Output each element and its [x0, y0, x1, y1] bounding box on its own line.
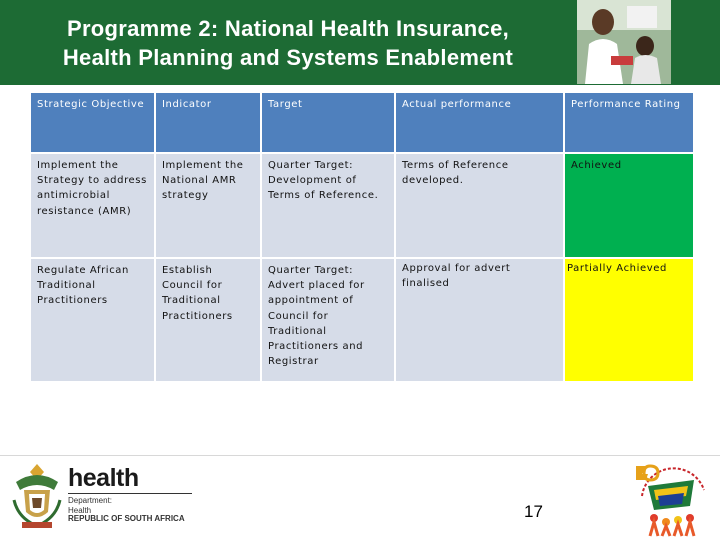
row1-actual: Terms of Reference developed.	[396, 154, 563, 257]
row2-actual: Approval for advert finalised	[396, 259, 563, 381]
row1-objective: Implement the Strategy to address antimicrobial resistance (AMR)	[31, 154, 154, 257]
title-line-2: Health Planning and Systems Enablement	[62, 45, 514, 70]
row1-rating: Achieved	[565, 154, 693, 257]
coat-of-arms-icon	[10, 460, 64, 530]
row1-indicator: Implement the National AMR strategy	[156, 154, 260, 257]
logo-dept-line-1: Department:	[68, 496, 113, 505]
header-rating: Performance Rating	[565, 93, 693, 152]
logo-country: REPUBLIC OF SOUTH AFRICA	[68, 514, 185, 523]
photo-image-icon	[577, 0, 671, 84]
header-objective: Strategic Objective	[31, 93, 154, 152]
row2-target: Quarter Target: Advert placed for appointment of Council for Traditional Practitioners and Registrar	[262, 259, 394, 381]
footer-divider	[0, 455, 720, 456]
logo-health-word: health	[68, 464, 139, 492]
header-photo	[577, 0, 671, 84]
title-line-1: Programme 2: National Health Insurance,	[66, 16, 510, 41]
logo-dept-line-2: Health	[68, 505, 92, 515]
page-number: 17	[524, 502, 543, 521]
header-indicator: Indicator	[156, 93, 260, 152]
logo-department	[68, 496, 112, 515]
row2-rating: Partially Achieved	[565, 259, 693, 381]
row2-indicator: Establish Council for Traditional Practitioners	[156, 259, 260, 381]
header-actual: Actual performance	[396, 93, 563, 152]
logo-underline	[68, 493, 192, 494]
row1-target: Quarter Target: Development of Terms of Reference.	[262, 154, 394, 257]
header-banner	[0, 0, 720, 85]
header-target: Target	[262, 93, 394, 152]
page-title	[8, 14, 568, 72]
row2-objective: Regulate African Traditional Practitioners	[31, 259, 154, 381]
twenty-years-emblem-icon	[632, 460, 714, 538]
